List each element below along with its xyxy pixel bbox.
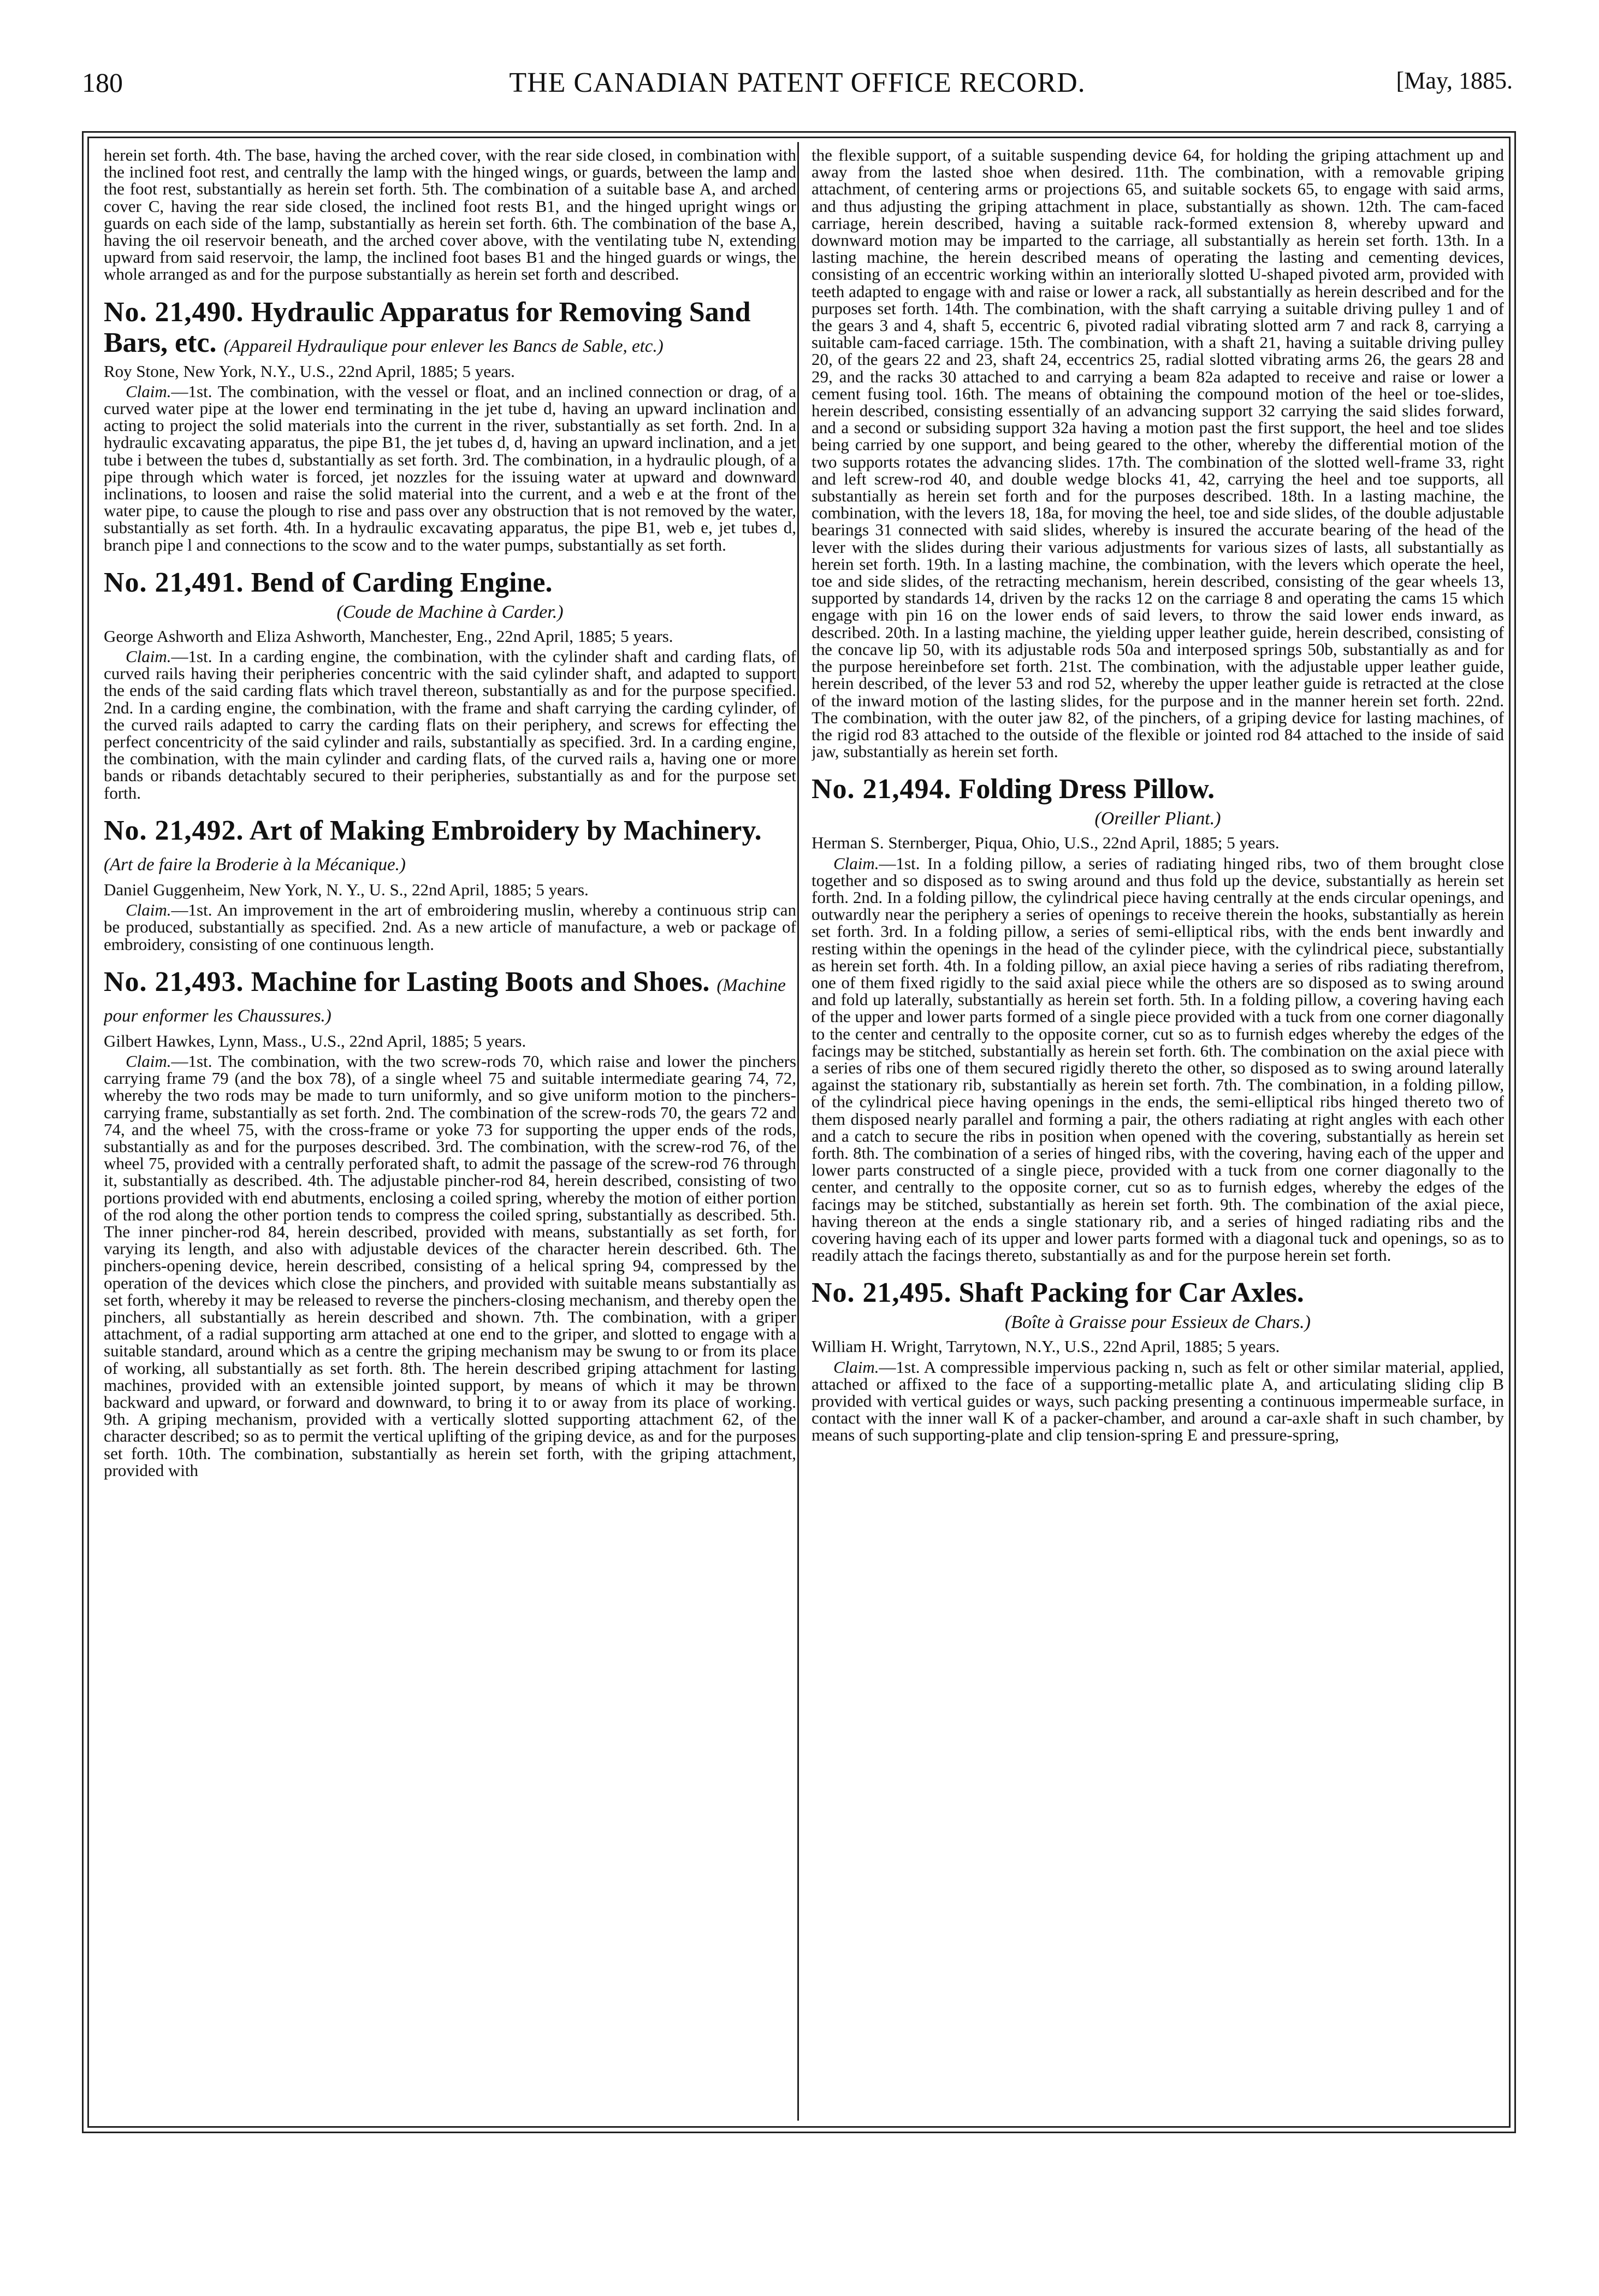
patent-claims [104, 648, 796, 801]
patent-inventor: William H. Wright, Tarrytown, N.Y., U.S., 22nd April, 1885; 5 years. [812, 1337, 1280, 1356]
claim-label: Claim. [126, 381, 171, 401]
patent-number: No. 21,493. [104, 966, 244, 998]
patent-entry [812, 774, 1504, 1264]
patent-french-title: (Art de faire la Broderie à la Mécanique.) [104, 854, 406, 875]
patent-french-title: (Boîte à Graisse pour Essieux de Chars.) [1004, 1312, 1311, 1333]
continued-text: herein set forth. 4th. The base, having the arched cover, with the rear side closed, in combination with the inclined foot rest, and centrally the lamp with the hinged wings, or guards, between the lamp and the foot rest, substantially as herein set forth. 5th. The combination of a suitable base A, and arched cover C, having the rear side closed, the inclined foot rests B1, and the hinged upright wings or guards on each side of the lamp, substantially as herein set forth. 6th. The combination of the base A, having the oil reservoir beneath, and the arched cover above, with the ventilating tube N, extending upward from said reservoir, the lamp, the inclined foot bases B1 and the hinged guards or wings, the whole arranged as and for the purpose substantially as herein set forth and described. [104, 146, 796, 284]
patent-french-title: (Appareil Hydraulique pour enlever les Bancs de Sable, etc.) [223, 336, 664, 356]
claim-text: —1st. A compressible impervious packing n, such as felt or other similar material, applied, attached or affixed to the face of a supporting-metallic plate A, and articulating sliding clip B provided with vertical guides or ways, such packing presenting a continuous impermeable surface, in contact with the inner wall K of a packer-chamber, and around a car-axle shaft in such chamber, by means of such supporting-plate and clip tension-spring E and pressure-spring, [812, 1357, 1504, 1445]
patent-inventor: Herman S. Sternberger, Piqua, Ohio, U.S., 22nd April, 1885; 5 years. [812, 833, 1280, 853]
claim-label: Claim. [833, 1357, 879, 1377]
claim-text: —1st. In a folding pillow, a series of radiating hinged ribs, two of them brought close together and so disposed as to swing around and thus fold up the device, substantially as herein set forth. 2nd. In a folding pillow, the cylindrical piece having centrally at the ends circular openings, and outwardly near the periphery a series of openings to receive therein the hooks, substantially as herein set forth. 3rd. In a folding pillow, a series of semi-elliptical ribs, with the ends bent inwardly and resting within the openings in the head of the cylinder piece, with the cylindrical piece, substantially as herein set forth. 4th. In a folding pillow, an axial piece having a series of ribs radiating therefrom, one of them fixed rigidly to the said axial piece while the others are so disposed as to swing around and fold up laterally, substantially as herein set forth. 5th. In a folding pillow, a covering having each of the upper and lower parts formed of a single piece provided with a tuck from one corner diagonally to the center and centrally to the opposite corner, cut so as to furnish edges whereby the edges of the facings may be stitched, substantially as herein set forth. 6th. The combination on the axial piece with a series of ribs one of them secured rigidly thereto the other, so disposed as to swing around laterally against the stationary rib, substantially as herein set forth. 7th. The combination, in a folding pillow, of the cylindrical piece having openings in the ends, the semi-elliptical ribs hinged thereto two of them disposed nearly parallel and forming a pair, the others radiating at right angles with each other and a catch to secure the ribs in position when opened with the covering, substantially as herein set forth. 8th. The combination of a series of hinged ribs, with the covering, having each of the upper and lower parts constructed of a single piece, provided with a tuck from one corner diagonally to the center, and centrally to the opposite corner, cut so as to furnish edges, whereby the edges of the facings may be stitched, substantially as herein set forth. 9th. The combination of the axial piece, having thereon at the ends a single stationary rib, and a series of hinged radiating ribs and the covering having each of its upper and lower parts formed with a diagonal tuck and openings, so as to readily attach the facings thereto, substantially as and for the purpose herein set forth. [812, 853, 1504, 1265]
patent-claims [812, 1359, 1504, 1444]
claim-label: Claim. [126, 1051, 171, 1071]
claim-label: Claim. [126, 900, 171, 920]
patent-number: No. 21,492. [104, 814, 244, 846]
patent-heading [104, 568, 796, 598]
patent-number: No. 21,494. [812, 774, 952, 805]
journal-title: THE CANADIAN PATENT OFFICE RECORD. [509, 67, 1086, 98]
patent-title: Machine for Lasting Boots and Shoes. [251, 966, 710, 998]
claim-label: Claim. [833, 853, 879, 873]
patent-entry [104, 568, 796, 801]
patent-entry [812, 1278, 1504, 1443]
claim-label: Claim. [126, 647, 171, 666]
right-column [812, 146, 1504, 2113]
patent-number: No. 21,490. [104, 296, 244, 328]
patent-inventor: Daniel Guggenheim, New York, N. Y., U. S., 22nd April, 1885; 5 years. [104, 880, 589, 899]
patent-claims [104, 1053, 796, 1479]
claim-text: —1st. An improvement in the art of embroidering muslin, whereby a continuous strip can be produced, substantially as specified. 2nd. As a new article of manufacture, a web or package of embroidery, consisting of one continuous length. [104, 900, 796, 954]
patent-title: Shaft Packing for Car Axles. [958, 1277, 1304, 1309]
patent-claims [104, 383, 796, 553]
patent-title: Bend of Carding Engine. [251, 566, 553, 598]
patent-claims [104, 901, 796, 953]
patent-french-title: (Machine pour enformer les Chaussures.) [104, 975, 786, 1026]
patent-number: No. 21,495. [812, 1277, 952, 1309]
issue-date: [May, 1885. [1396, 67, 1513, 94]
patent-inventor: Gilbert Hawkes, Lynn, Mass., U.S., 22nd April, 1885; 5 years. [104, 1031, 526, 1050]
patent-entry [104, 967, 796, 1479]
patent-french-title: (Coude de Machine à Carder.) [336, 601, 564, 622]
patent-heading [812, 1278, 1504, 1308]
claim-text: —1st. The combination, with the two screw-rods 70, which raise and lower the pinchers carrying frame 79 (and the box 78), of a single wheel 75 and suitable intermediate gearing 74, 72, whereby the two rods may be made to turn uniformly, and so give uniform motion to the pinchers-carrying frame, substantially as set forth. 2nd. The combination of the screw-rods 70, the gears 72 and 74, and the wheel 75, with the cross-frame or yoke 73 for supporting the upper ends of the rods, substantially as and for the purposes described. 3rd. The combination, with the screw-rod 76, of the wheel 75, provided with a centrally perforated shaft, to admit the passage of the screw-rod 76 through it, substantially as described. 4th. The adjustable pincher-rod 84, herein described, consisting of two portions provided with end abutments, enclosing a coiled spring, whereby the motion of either portion of the rod along the other portion tends to compress the coiled spring, substantially as described. 5th. The inner pincher-rod 84, herein described, provided with means, substantially as set forth, for varying its length, and also with adjustable devices of the character herein described. 6th. The pinchers-opening device, herein described, consisting of a helical spring 94, compressed by the operation of the devices which close the pinchers, and provided with suitable means substantially as set forth, whereby it may be released to reverse the pinchers-closing mechanism, and thereby open the pinchers, all substantially as herein described and shown. 7th. The combination, with a griper attachment, of a radial supporting arm attached at one end to the griper, and slotted to engage with a suitable standard, around which as a centre the griping mechanism may be swung to or from its place of working, all substantially as set forth. 8th. The herein described griping attachment for lasting machines, provided with an extensible jointed support, by means of which it may be thrown backward and upward, or forward and downward, to bring it to or away from its place of working. 9th. A griping mechanism, provided with a vertically slotted supporting attachment 62, of the character described; so as to permit the vertical uplifting of the griping device, as and for the purposes set forth. 10th. The combination, substantially as herein set forth, with the griping attachment, provided with [104, 1051, 796, 1480]
patent-title: Folding Dress Pillow. [958, 774, 1215, 805]
patent-number: No. 21,491. [104, 566, 244, 598]
patent-heading [104, 816, 796, 877]
patent-heading [812, 774, 1504, 805]
patent-inventor: George Ashworth and Eliza Ashworth, Manchester, Eng., 22nd April, 1885; 5 years. [104, 626, 673, 646]
left-column [104, 146, 796, 2113]
patent-entry [104, 816, 796, 953]
column-divider [797, 142, 799, 2121]
claim-text: —1st. In a carding engine, the combination, with the cylinder shaft and carding flats, of curved rails having their peripheries concentric with the said cylinder shaft, and adapted to support the ends of the said carding flats which travel thereon, substantially as and for the purpose specified. 2nd. In a carding engine, the combination, with the frame and shaft carrying the carding cylinder, of the curved rails adapted to carry the carding flats on their periphery, and screws for effecting the perfect concentricity of the said cylinder and rails, substantially as specified. 3rd. In a carding engine, the combination, with the main cylinder and carding flats, of the curved rails a, having one or more bands or ribands detachtably secured to their peripheries, substantially as and for the purpose set forth. [104, 647, 796, 802]
claim-text: —1st. The combination, with the vessel or float, and an inclined connection or drag, of a curved water pipe at the lower end terminating in the jet tube d, having an upward inclination and acting to project the solid materials into the current in the river, substantially as set forth. 2nd. In a hydraulic excavating apparatus, the pipe B1, the jet tubes d, d, having an upward inclination, and a jet tube i between the tubes d, substantially as set forth. 3rd. The combination, in a hydraulic plough, of a pipe through which water is forced, jet nozzles for the issuing water at upward and downward inclinations, to loosen and raise the solid material into the current, and a web e at the front of the water pipe, to cause the plough to rise and pass over any obstruction that is not removed by the water, substantially as set forth. 4th. In a hydraulic excavating apparatus, the pipe B1, web e, jet tubes d, branch pipe l and connections to the scow and to the water pumps, substantially as set forth. [104, 381, 796, 554]
page-number: 180 [82, 67, 123, 98]
patent-claims [812, 855, 1504, 1264]
page-header [82, 67, 1513, 105]
patent-entry [104, 297, 796, 553]
patent-heading [104, 297, 796, 358]
patent-title: Hydraulic Apparatus for Removing Sand Bars, etc. [104, 296, 751, 358]
patent-title: Art of Making Embroidery by Machinery. [249, 814, 762, 846]
continued-text: the flexible support, of a suitable suspending device 64, for holding the griping attachment up and away from the lasted shoe when desired. 11th. The combination, with a removable griping attachment, of centering arms or projections 65, and suitable sockets 65, to engage with said arms, and thus adjusting the griping attachment in place, substantially as shown. 12th. The cam-faced carriage, herein described, having a suitable rack-formed extension 8, whereby upward and downward motion may be imparted to the carriage, all substantially as herein set forth. 13th. In a lasting machine, the herein described means of operating the lasting and cementing devices, consisting of an eccentric working within an interiorally slotted U-shaped pivoted arm, provided with teeth adapted to engage with and raise or lower a rack, all substantially as herein described and for the purposes set forth. 14th. The combination, with the shaft carrying a suitable driving pulley 1 and of the gears 3 and 4, shaft 5, eccentric 6, pivoted radial vibrating slotted arm 7 and rack 8, carrying a suitable cam-faced carriage. 15th. The combination, with a shaft 21, having a suitable driving pulley 20, of the gears 22 and 23, shaft 24, eccentrics 25, radial slotted vibrating arms 26, the gears 28 and 29, and the racks 30 attached to and carrying a beam 82a adapted to receive and raise or lower a cement fusing tool. 16th. The means of obtaining the compound motion of the heel or toe-slides, herein described, consisting essentially of an advancing support 32 carrying the said slides forward, and a second or subsiding support 32a having a motion past the first support, the heel and toe slides being carried by one support, and being geared to the other, whereby the differential motion of the two supports rotates the advancing slides. 17th. The combination of the slotted well-frame 33, right and left screw-rod 40, and double wedge blocks 41, 42, carrying the heel and toe supports, all substantially as herein set forth and for the purposes described. 18th. In a lasting machine, the combination, with the levers 18, 18a, for moving the heel, toe and side slides, of the double adjustable bearings 31 connected with said slides, whereby is insured the accurate bearing of the head of the lever with the slides during their various adjustments for various sizes of lasts, all substantially as herein set forth. 19th. In a lasting machine, the combination, with the levers which operate the heel, toe and side slides, of the retracting mechanism, herein described, consisting of the gear wheels 13, supported by standards 14, driven by the racks 12 on the carriage 8 and operating the cams 15 which engage with pin 16 on the lower ends of said levers, to throw the said lower ends inward, as described. 20th. In a lasting machine, the yielding upper leather guide, herein described, consisting of the concave lip 50, with its adjustable rods 50a and interposed springs 50b, substantially as and for the purpose hereinbefore set forth. 21st. The combination, with the adjustable upper leather guide, herein described, of the lever 53 and rod 52, whereby the upper leather guide is retracted at the close of the inward motion of the lasting slides, for the purpose and in the manner herein set forth. 22nd. The combination, with the outer jaw 82, of the pinchers, of a griping device for lasting machines, of the rigid rod 83 attached to the outside of the flexible or jointed rod 84 attached to the inside of said jaw, substantially as herein set forth. [812, 146, 1504, 762]
patent-inventor: Roy Stone, New York, N.Y., U.S., 22nd April, 1885; 5 years. [104, 361, 515, 381]
patent-heading [104, 967, 796, 1028]
patent-french-title: (Oreiller Pliant.) [1094, 808, 1221, 829]
